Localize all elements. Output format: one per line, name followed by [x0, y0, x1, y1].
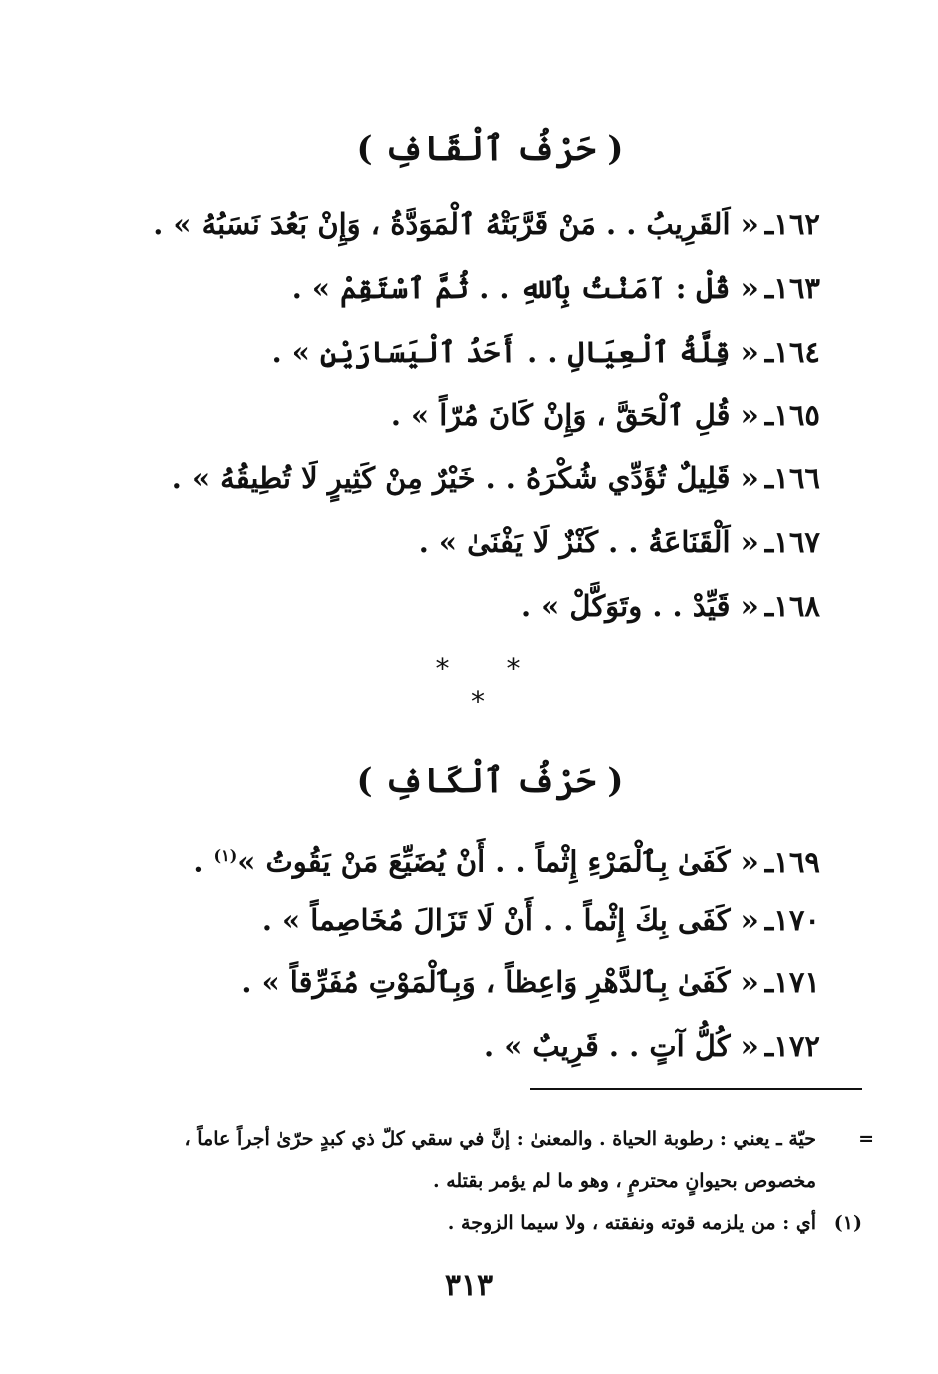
entry-168 — [521, 586, 820, 626]
entry-text: « كُلُّ آتٍ . . قَرِيبٌ » . — [484, 1029, 759, 1063]
entry-number: ١٦٢ـ — [764, 207, 820, 241]
entry-end: . — [193, 844, 214, 879]
footnote-text: أي : من يلزمه قوته ونفقته ، ولا سيما الزوجة . — [447, 1212, 816, 1234]
entry-166 — [172, 458, 820, 498]
section-heading-kaf: ( حَرْفُ ٱلْكَافِ ) — [356, 761, 624, 801]
entry-text: « قَيِّدْ . . وتَوَكَّلْ » . — [520, 589, 759, 623]
entry-162 — [153, 204, 820, 244]
entry-number: ١٦٦ـ — [764, 461, 820, 495]
entry-text: « قِلَّةُ ٱلْعِيَالِ . . أَحَدُ ٱلْيَسَارَيْنِ » . — [271, 335, 759, 369]
footnote-continuation-marker: = — [858, 1128, 874, 1150]
entry-text: « كَفَىٰ بِٱلدَّهْرِ وَاعِظاً ، وَبِٱلْمَوْتِ مُفَرِّقاً » . — [241, 965, 759, 999]
entry-text: « اَلْقَنَاعَةُ . . كَنْزٌ لَا يَفْنَىٰ » . — [418, 525, 759, 559]
entry-number: ١٦٩ـ — [764, 844, 820, 879]
footnote-reference: (١) — [213, 846, 238, 865]
entry-text: « قُلِ ٱلْحَقَّ ، وَإِنْ كَانَ مُرّاً » . — [390, 398, 759, 432]
entry-number: ١٦٧ـ — [764, 525, 820, 559]
entry-number: ١٦٤ـ — [764, 335, 820, 369]
entry-number: ١٦٣ـ — [764, 271, 820, 305]
footnote-continuation-line: حيّة ـ يعني : رطوبة الحياة . والمعنىٰ : إنَّ في سقي كلّ ذي كبدٍ حرّىٰ أجراً عاماً ، — [184, 1128, 816, 1150]
entry-number: ١٦٨ـ — [764, 589, 820, 623]
entry-171 — [241, 962, 820, 1002]
section-separator: * * * — [435, 652, 545, 718]
entry-text: « قُلْ : آمَنْتُ بِٱللهِ . . ثُمَّ ٱسْتَقِمْ » . — [291, 271, 759, 305]
entry-number: ١٦٥ـ — [764, 398, 820, 432]
entry-170 — [262, 900, 820, 940]
entry-text: « كَفَى بِكَ إِثْماً . . أَنْ لَا تَزَالَ مُخَاصِماً » . — [261, 903, 759, 937]
entry-165 — [391, 395, 820, 435]
entry-number: ١٧١ـ — [764, 965, 820, 999]
entry-text: « اَلقَرِيبُ . . مَنْ قَرَّبَتْهُ ٱلْمَوَدَّةُ ، وَإِنْ بَعُدَ نَسَبُهُ » . — [153, 207, 759, 241]
footnote-divider — [530, 1088, 862, 1090]
entry-text: « قَلِيلٌ تُؤَدِّي شُكْرَهُ . . خَيْرٌ مِنْ كَثِيرٍ لَا تُطِيقُهُ » . — [171, 461, 759, 495]
entry-number: ١٧٠ـ — [764, 903, 820, 937]
entry-167 — [419, 522, 820, 562]
entry-164 — [272, 332, 820, 372]
page-number: ٣١٣ — [444, 1268, 494, 1303]
entry-text: « كَفَىٰ بِٱلْمَرْءِ إِثْماً . . أَنْ يُضَيِّعَ مَنْ يَقُوتُ » — [237, 844, 759, 879]
entry-169 — [193, 836, 820, 882]
entry-163 — [292, 268, 820, 308]
section-heading-qaf: ( حَرْفُ ٱلْقَافِ ) — [356, 129, 624, 169]
entry-172 — [484, 1026, 820, 1066]
footnote-marker: (١) — [833, 1212, 862, 1234]
footnote-continuation-line: مخصوص بحيوانٍ محترمٍ ، وهو ما لم يؤمر بقتله . — [432, 1170, 816, 1192]
entry-number: ١٧٢ـ — [764, 1029, 820, 1063]
